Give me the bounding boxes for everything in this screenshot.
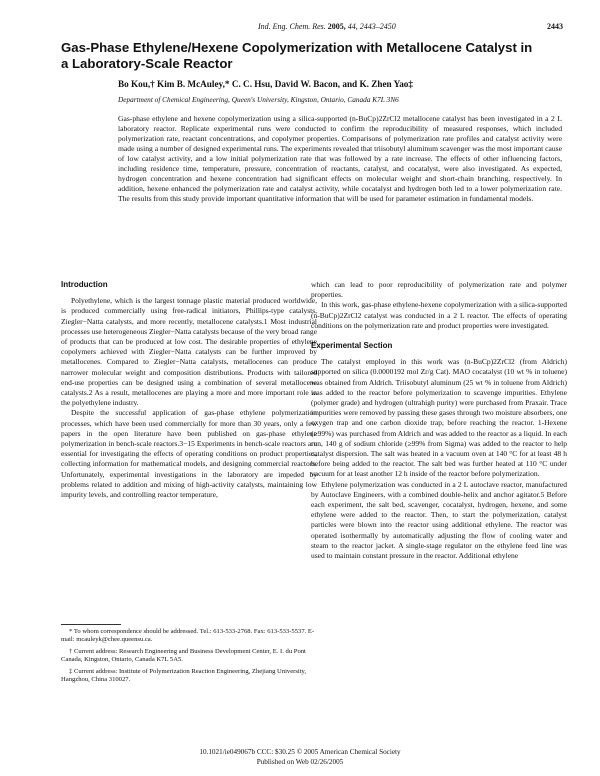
footnotes — [61, 628, 317, 687]
footnote-rule — [61, 624, 121, 625]
footnote-double-dagger: ‡ Current address: Institute of Polymerization Reaction Engineering, Zhejiang University, Hangzhou, China 310027. — [61, 667, 307, 684]
footnote-correspondence: * To whom correspondence should be addressed. Tel.: 613-533-2768. Fax: 613-533-5537. E-mail: mcauleyk@chee.queensu.ca. — [61, 628, 315, 644]
author-list: Bo Kou,† Kim B. McAuley,* C. C. Hsu, David W. Bacon, and K. Zhen Yao‡ — [118, 79, 413, 89]
affiliation: Department of Chemical Engineering, Queen's University, Kingston, Ontario, Canada K7L 3N6 — [118, 95, 399, 104]
left-column — [61, 280, 317, 500]
abstract: Gas-phase ethylene and hexene copolymerization using a silica-supported (n-BuCp)2ZrCl2 metallocene catalyst has been investigated in a 2 L laboratory reactor. Replicate experimental runs were conducted to confirm the reproducibility of measured responses, which included polymerization rate, reactant concentrations, and copolymer properties. Comparisons of polymerization rate profiles and catalyst activity were made using a number of designed experimental runs. The experiments revealed that triisobutyl aluminum scavenger was the most important cause of low catalyst activity, and a low initial polymerization rate that was followed by a rate increase. The effects of other influencing factors, including residence time, temperature, pressure, concentration of reactants, catalyst, and cocatalyst, were also investigated. As expected, hydrogen concentration and hexene concentration had significant effects on molecular weight and short-chain branching, respectively. In addition, hexene enhanced the polymerization rate and catalyst activity, while cocatalyst and hydrogen both led to a lower polymerization rate. The results from this study provide important quantitative information that will be used for parameter estimation in fundamental models. — [118, 114, 562, 204]
section-heading-introduction: Introduction — [61, 280, 108, 289]
page-number: 2443 — [547, 22, 563, 31]
intro-paragraph-3: In this work, gas-phase ethylene-hexene copolymerization with a silica-supported (n-BuCp)2ZrCl2 catalyst was conducted in a 2 L reactor. The effects of operating conditions on the polymerization rate and product properties were investigated. — [311, 300, 567, 330]
publication-date-line: Published on Web 02/26/2005 — [256, 758, 344, 766]
intro-paragraph-2: Despite the successful application of gas-phase ethylene polymerization processes, which have been used commercially for more than 30 years, only a few papers in the open literature have been published on gas-phase ethylene polymerization in bench-scale reactors.3−15 Experiments in bench-scale reactors are essential for investigating the effects of operating conditions on product properties, collecting information for mathematical models, and designing commercial reactors. Unfortunately, experimental investigations in the laboratory are impeded by problems related to addition and mixing of high-activity catalysts, maintaining low impurity levels, and controlling reactor temperature, — [61, 408, 317, 500]
section-gap — [311, 331, 567, 341]
intro-paragraph-continued: which can lead to poor reproducibility of polymerization rate and polymer properties. — [311, 280, 567, 300]
running-head-citation: Ind. Eng. Chem. Res. 2005, 44, 2443–2450 — [258, 22, 396, 31]
section-heading-experimental: Experimental Section — [311, 341, 393, 351]
intro-paragraph-1: Polyethylene, which is the largest tonnage plastic material produced worldwide, is produced commercially using free-radical initiators, Phillips-type catalysts, Ziegler−Natta catalysts, and more recently, metallocene catalysts.1 Most industrial processes use heterogeneous Ziegler−Natta catalysts because of the very broad range of products that can be produced at low cost. The desirable properties of ethylene copolymers achieved with Ziegler−Natta catalysts can be further improved by metallocenes. Compared to Ziegler−Natta catalysts, metallocenes can produce narrower molecular weight and composition distributions. Products with tailored end-use properties can be designed using a combination of several metallocene catalysts.2 As a result, metallocenes are playing a more and more important role in the polyethylene industry. — [61, 296, 317, 408]
right-column — [311, 280, 567, 561]
doi-copyright-line: 10.1021/ie049067b CCC: $30.25 © 2005 American Chemical Society — [199, 748, 401, 756]
footnote-dagger: † Current address: Research Engineering and Business Development Center, E. I. du Pont Canada, Kingston, Ontario, Canada K7L 5A5. — [61, 647, 306, 664]
experimental-paragraph-2: Ethylene polymerization was conducted in a 2 L autoclave reactor, manufactured by Autoclave Engineers, with a combined double-helix and anchor agitator.5 Before each experiment, the salt bed, scavenger, cocatalyst, hydrogen, hexene, and some ethylene were added to the reactor. Then, to start the polymerization, catalyst particles were blown into the reactor using additional ethylene. The reactor was operated isothermally by automatically adjusting the flow of cooling water and steam to the reactor jacket. A single-stage regulator on the ethylene feed line was used to maintain constant pressure in the reactor. Additional ethylene — [311, 479, 567, 561]
article-title: Gas-Phase Ethylene/Hexene Copolymerization with Metallocene Catalyst in a Laboratory-Scale Reactor — [61, 40, 533, 71]
experimental-paragraph-1: The catalyst employed in this work was (n-BuCp)2ZrCl2 (from Aldrich) supported on silica (0.0000192 mol Zr/g Cat). MAO cocatalyst (10 wt % in toluene) was obtained from Aldrich. Triisobutyl aluminum (25 wt % in toluene from Aldrich) was added to the reactor before polymerization to scavenge impurities. Ethylene (polymer grade) and hydrogen (ultrahigh purity) were purchased from Praxair. Trace impurities were removed by passing these gases through two moisture absorbers, one oxygen trap and one carbon dioxide trap, before reaching the reactor. 1-Hexene (≥99%) was purchased from Aldrich and was added to the reactor as a liquid. In each run, 140 g of sodium chloride (≥99% from Sigma) was added to the reactor to help catalyst dispersion. The salt was heated in a vacuum oven at 140 °C for at least 48 h before being added to the reactor. The salt bed was further heated at 110 °C under vacuum for at least another 12 h inside of the reactor before polymerization. — [311, 357, 567, 479]
